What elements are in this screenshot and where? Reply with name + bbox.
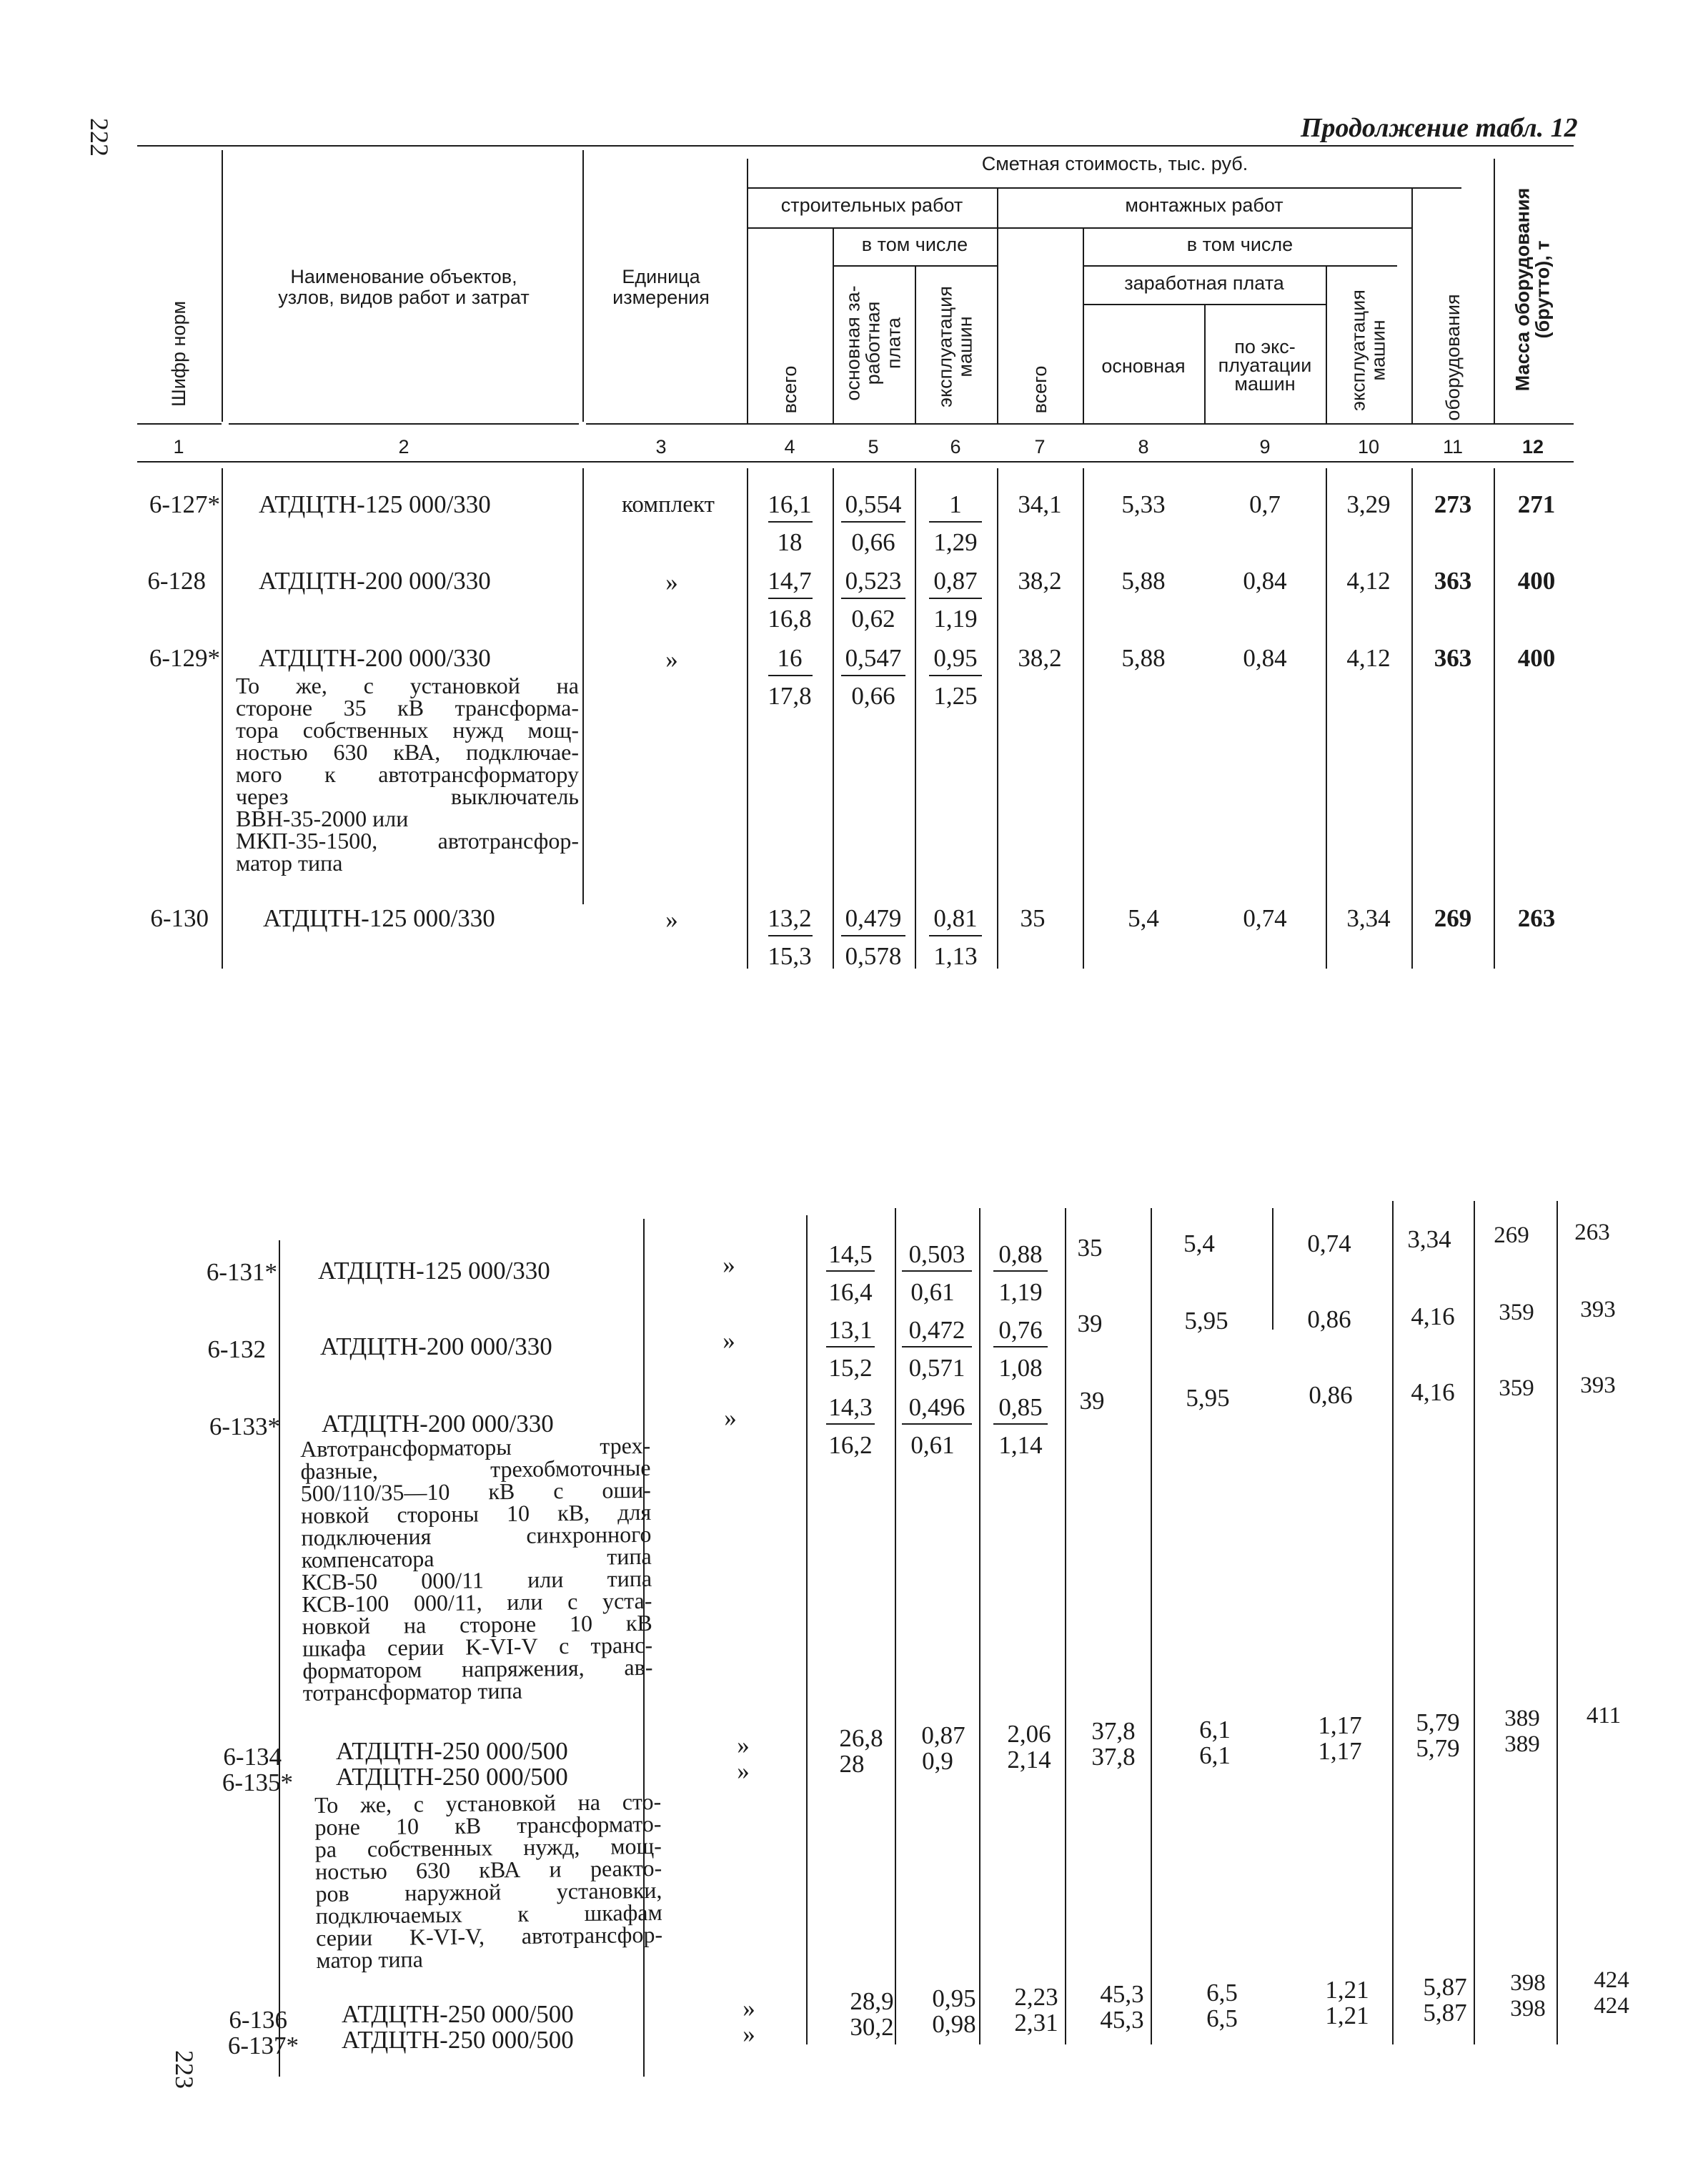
body-vline-10 [1494,468,1495,969]
hdr-vline-6 [997,187,998,423]
c10: 5,79 [1416,1734,1460,1762]
c5-fraction-bar [841,675,905,676]
upper-description: То же, с установкой на стороне 35 кВ трансформа- тора собственных нужд мощ- ностью 630 кВА, подключае- мого к автотрансформатору через выключатель ВВН-35-2000 или МКП-35-1500, автотрансфор- матор типа [236,673,579,876]
c11: 389 [1504,1706,1540,1731]
c6-bottom: 1,08 [998,1354,1043,1382]
row-code: 6-136 [229,2006,287,2034]
hdr-vline-11 [1494,159,1495,423]
header-including-installation: в том числе [1186,234,1294,255]
c5-top: 0,479 [845,904,902,932]
c6: 2,14 [1007,1746,1051,1774]
row-code: 6-130 [150,904,209,932]
c10: 3,29 [1346,490,1391,518]
c6-bottom: 1,19 [998,1278,1043,1306]
row-unit: » [723,1327,735,1355]
header-code: Шифр норм [167,300,189,407]
c4-top: 13,1 [828,1316,873,1344]
c5-top: 0,547 [845,644,902,672]
row-code: 6-129* [149,644,220,672]
row-unit: » [723,1251,735,1279]
lower-vline-4 [895,1208,896,2044]
c12: 411 [1586,1703,1622,1729]
c9: 0,74 [1243,904,1287,932]
header-name-line-2: узлов, видов работ и затрат [278,287,530,308]
c6: 2,31 [1014,2009,1058,2037]
c5-top: 0,503 [908,1240,965,1268]
c5-bottom: 0,61 [910,1278,955,1306]
c5: 0,87 [921,1721,965,1749]
c9: 1,21 [1325,1976,1369,2004]
colnum-10: 10 [1357,436,1380,458]
c7: 35 [1077,1234,1103,1262]
row-unit: » [737,1731,750,1759]
body-vline-4 [833,468,834,969]
c4-top: 14,7 [768,567,812,595]
c5-fraction-bar [841,935,905,936]
header-col4-total: всего [778,365,800,414]
body-vline-6 [997,468,998,969]
c4: 30,2 [850,2013,894,2041]
body-vline-1 [222,468,223,969]
colnum-8: 8 [1138,436,1149,458]
c10: 5,87 [1423,1999,1467,2027]
colnum-1: 1 [173,436,184,458]
colnum-7: 7 [1034,436,1046,458]
c8: 5,33 [1121,490,1166,518]
c12: 263 [1517,904,1556,932]
c5-fraction-bar [902,1270,972,1272]
row-code: 6-133* [209,1413,280,1440]
body-vline-9 [1411,468,1413,969]
c7: 37,8 [1091,1743,1136,1771]
c4-fraction-bar [768,935,813,936]
c12: 424 [1594,1993,1629,2019]
c5-bottom: 0,61 [910,1431,955,1459]
c12: 393 [1580,1373,1616,1398]
c7: 38,2 [1018,644,1062,672]
c8: 5,95 [1186,1384,1230,1412]
c6: 2,06 [1007,1720,1051,1748]
c12: 271 [1517,490,1556,518]
c10: 5,87 [1423,1973,1467,2001]
c6-bottom: 1,19 [933,605,978,633]
c7: 38,2 [1018,567,1062,595]
row-name: АТДЦТН-250 000/500 [336,1763,568,1791]
c5-fraction-bar [902,1346,972,1347]
c4-bottom: 17,8 [768,682,812,710]
c4-fraction-bar [826,1423,875,1425]
c12: 400 [1517,644,1556,672]
row-code: 6-127* [149,490,220,518]
c9: 0,84 [1243,567,1287,595]
c10: 3,34 [1346,904,1391,932]
c8: 6,5 [1206,1979,1238,2007]
c6-fraction-bar [993,1423,1048,1425]
c5: 0,95 [932,1984,976,2012]
c12: 393 [1580,1297,1616,1322]
c6-fraction-bar [993,1270,1048,1272]
row-code: 6-135* [222,1769,293,1796]
row-name: АТДЦТН-250 000/500 [342,2000,574,2028]
c12: 424 [1594,1967,1629,1993]
c4-top: 16 [777,644,803,672]
header-top-rule [137,145,1574,147]
c8: 5,88 [1121,567,1166,595]
c9: 1,17 [1318,1737,1362,1765]
c10: 4,12 [1346,567,1391,595]
c10: 4,16 [1411,1302,1455,1330]
row-name: АТДЦТН-250 000/500 [336,1737,568,1765]
header-col8-basic: основная [1101,355,1186,377]
header-col9-line-3: машин [1234,373,1296,395]
c11: 269 [1494,1222,1529,1248]
lower-vline-6 [1065,1208,1066,2044]
header-col11-equipment: оборудования [1441,294,1464,421]
row-unit: » [743,1994,755,2022]
lower-vline-8 [1272,1208,1273,1330]
c5-bottom: 0,571 [908,1354,965,1382]
c4-fraction-bar [826,1270,875,1272]
header-wages: заработная плата [1124,272,1284,294]
colnum-5: 5 [868,436,879,458]
header-col9-line-2: плуатации [1218,355,1312,376]
header-name-line-1: Наименование объектов, [290,266,517,287]
c5-top: 0,523 [845,567,902,595]
colnum-3: 3 [655,436,667,458]
header-including2-rule [1083,265,1397,267]
c6-fraction-bar [929,675,982,676]
c6-top: 0,88 [998,1240,1043,1268]
header-estimate: Сметная стоимость, тыс. руб. [981,153,1248,174]
c4-bottom: 15,2 [828,1354,873,1382]
row-name: АТДЦТН-200 000/330 [320,1332,552,1360]
c6-top: 0,85 [998,1393,1043,1421]
c8: 5,4 [1183,1230,1215,1257]
c5-bottom: 0,578 [845,942,902,970]
lower-vline-11 [1556,1201,1558,2044]
row-code: 6-137* [227,2032,299,2059]
hdr-vline-1 [222,150,223,422]
row-name: АТДЦТН-125 000/330 [263,904,495,932]
c11: 359 [1499,1375,1534,1401]
lower-vline-1 [279,1240,280,2077]
c7: 39 [1079,1387,1105,1415]
c5-fraction-bar [841,598,905,599]
hdr-vline-4 [833,227,834,423]
colnum-9: 9 [1259,436,1271,458]
page-number-top: 222 [84,118,114,157]
row-code: 6-132 [207,1335,266,1363]
c4-fraction-bar [768,675,813,676]
c12: 263 [1574,1220,1610,1245]
row-name: АТДЦТН-200 000/330 [322,1410,554,1438]
continuation-title: Продолжение табл. 12 [1301,113,1578,143]
c4: 28,9 [850,1987,894,2015]
c10: 4,16 [1411,1378,1455,1406]
c6-bottom: 1,14 [998,1431,1043,1459]
row-code: 6-128 [147,567,206,595]
body-vline-2 [582,468,584,904]
c11: 398 [1510,1996,1546,2022]
c8: 5,88 [1121,644,1166,672]
row-unit: комплект [622,492,715,518]
c4-bottom: 16,2 [828,1431,873,1459]
hdr-vline-5 [915,265,916,423]
header-unit-line-1: Единица [622,266,700,287]
c10: 5,79 [1416,1708,1460,1736]
c6-bottom: 1,29 [933,528,978,556]
c11: 359 [1499,1300,1534,1325]
c7: 35 [1020,904,1046,932]
c8: 5,4 [1128,904,1159,932]
lower-vline-10 [1474,1201,1475,2044]
c6-fraction-bar [929,521,982,523]
c9: 0,86 [1309,1381,1353,1409]
c9: 1,17 [1318,1711,1362,1739]
header-col9-line-1: по экс- [1234,336,1296,357]
c4: 26,8 [839,1724,883,1752]
row-unit: » [665,568,678,596]
row-unit: » [724,1404,737,1432]
hdr-vline-3 [747,159,748,423]
c7: 39 [1077,1310,1103,1337]
c5-bottom: 0,66 [851,682,895,710]
c11: 389 [1504,1731,1540,1757]
header-bottom-rule-c [586,423,1574,425]
c4-top: 16,1 [768,490,812,518]
hdr-vline-10 [1411,187,1413,423]
lower-vline-5 [979,1208,980,2044]
c11: 363 [1434,567,1472,595]
lower-vline-7 [1151,1208,1152,2044]
c8: 6,1 [1199,1741,1231,1769]
row-name: АТДЦТН-125 000/330 [318,1257,550,1285]
c5-top: 0,472 [908,1316,965,1344]
c7: 37,8 [1091,1717,1136,1745]
hdr-vline-7 [1083,227,1084,423]
c4-bottom: 16,8 [768,605,812,633]
lower-description-2: То же, с установкой на сто- роне 10 кВ трансформато- ра собственных нужд, мощ- ностью 630 кВА и реакто- ров наружной установки, подключаемых к шкафам серии K-VI-V, автотрансфор- матор типа [314,1788,663,1973]
c6-bottom: 1,25 [933,682,978,710]
c5-bottom: 0,66 [851,528,895,556]
header-col7-total: всего [1028,365,1051,414]
c4: 28 [839,1750,865,1778]
c4-top: 14,3 [828,1393,873,1421]
c6-top: 1 [949,490,962,518]
colnum-11: 11 [1442,436,1464,458]
c12: 400 [1517,567,1556,595]
c10: 4,12 [1346,644,1391,672]
c6-top: 0,76 [998,1316,1043,1344]
header-col5-basic-wages: основная за- работная плата [842,285,905,401]
c4-top: 13,2 [768,904,812,932]
c9: 0,86 [1307,1305,1351,1333]
c8: 5,95 [1184,1307,1228,1335]
header-col6-machine-ops: эксплуатация машин [934,286,976,407]
header-group-rule [747,227,1411,229]
colnum-12: 12 [1521,436,1544,458]
c9: 0,7 [1249,490,1281,518]
c9: 1,21 [1325,2002,1369,2029]
c4-top: 14,5 [828,1240,873,1268]
lower-description-1: Автотрансформаторы трех- фазные, трехобмоточные 500/110/35—10 кВ с оши- новкой стороны 10 кВ, для подключения синхронного компенсатора типа КСВ-50 000/11 или типа КСВ-100 000/11, или с уста- новкой на стороне 10 кВ шкафа серии K-VI-V с транс- форматором напряжения, ав- тотрансформатор типа [299,1432,653,1706]
row-unit: » [665,906,678,934]
colnum-6: 6 [950,436,961,458]
header-unit-line-2: измерения [612,287,710,308]
c6-top: 0,87 [933,567,978,595]
row-code: 6-134 [223,1743,282,1771]
c5-top: 0,554 [845,490,902,518]
c10: 3,34 [1407,1225,1451,1253]
lower-vline-3 [806,1215,808,2044]
row-unit: » [743,2020,755,2048]
c4-fraction-bar [768,598,813,599]
row-name: АТДЦТН-200 000/330 [259,567,491,595]
row-name: АТДЦТН-250 000/500 [342,2026,574,2054]
body-vline-7 [1083,468,1084,969]
c4-fraction-bar [826,1346,875,1347]
c7: 45,3 [1100,1980,1144,2008]
c5-bottom: 0,62 [851,605,895,633]
header-construction: строительных работ [780,194,963,216]
row-name: АТДЦТН-125 000/330 [259,490,491,518]
c6-top: 0,95 [933,644,978,672]
row-name: АТДЦТН-200 000/330 [259,644,491,672]
c6-fraction-bar [993,1346,1048,1347]
c11: 363 [1434,644,1472,672]
c6-bottom: 1,13 [933,942,978,970]
c5: 0,98 [932,2010,976,2038]
c4-bottom: 15,3 [768,942,812,970]
c4-bottom: 18 [777,528,803,556]
c6-fraction-bar [929,935,982,936]
lower-vline-9 [1392,1201,1394,2044]
c5-top: 0,496 [908,1393,965,1421]
colnum-4: 4 [784,436,795,458]
body-vline-5 [915,468,916,969]
c4-fraction-bar [768,521,813,523]
hdr-vline-9 [1326,265,1327,423]
hdr-vline-8 [1204,304,1206,423]
c6: 2,23 [1014,1983,1058,2011]
c6-top: 0,81 [933,904,978,932]
colnum-2: 2 [398,436,409,458]
row-code: 6-131* [206,1258,277,1286]
c7: 34,1 [1018,490,1062,518]
header-estimate-rule [747,187,1461,189]
c11: 273 [1434,490,1472,518]
colnum-bottom-rule [137,461,1574,463]
hdr-vline-2 [582,150,584,422]
row-unit: » [665,646,678,673]
c9: 0,84 [1243,644,1287,672]
header-bottom-rule-a [137,423,222,425]
c8: 6,5 [1206,2004,1238,2032]
header-col12-mass: Масса оборудования (брутто), т [1511,187,1554,392]
c11: 269 [1434,904,1472,932]
c5-fraction-bar [841,521,905,523]
body-vline-3 [747,468,748,969]
c6-fraction-bar [929,598,982,599]
page-number-bottom: 223 [169,2050,199,2089]
header-installation: монтажных работ [1125,194,1284,216]
row-unit: » [737,1757,750,1785]
c9: 0,74 [1307,1230,1351,1257]
c4-bottom: 16,4 [828,1278,873,1306]
c8: 6,1 [1199,1716,1231,1744]
header-including-construction: в том числе [861,234,968,255]
c7: 45,3 [1100,2006,1144,2034]
body-vline-8 [1326,468,1327,969]
c5: 0,9 [922,1747,953,1775]
c5-fraction-bar [902,1423,972,1425]
c11: 398 [1510,1970,1546,1996]
header-col10-machine-ops: эксплуатация машин [1347,290,1389,411]
header-bottom-rule-b [229,423,579,425]
